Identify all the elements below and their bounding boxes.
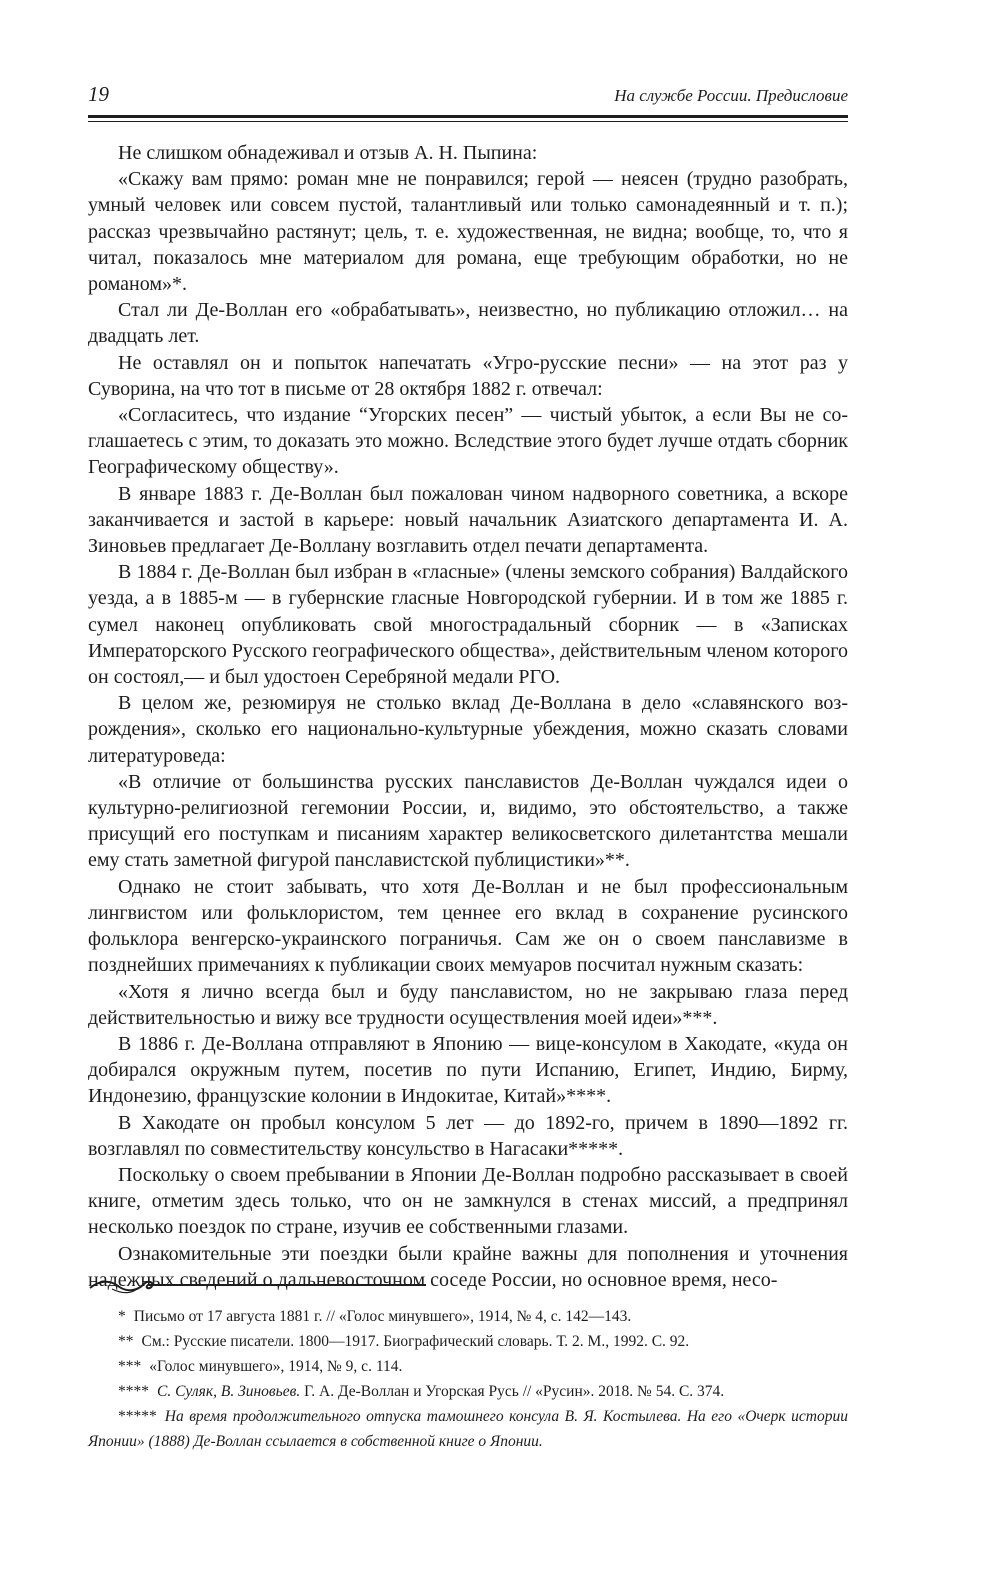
paragraph: Однако не стоит забывать, что хотя Де-Воллан и не был профессиональным лингвистом или фольклористом, тем ценнее его вклад в сохранение русинского фольклора венгерско-украинского пограничья. Сам же он о своем панславизме в позднейших примечаниях к публикации своих мемуаров посчитал нужным сказать: [88, 875, 848, 977]
paragraph: В 1884 г. Де-Воллан был избран в «гласные» (члены земского собрания) Валдайского уезда, а в 1885-м — в губернские гласные Новгородской губернии. И в том же 1885 г. сумел наконец опубликовать свой многострадальный сборник — в «Записках Императорского Русского географического общества», действительным членом которого он состоял,— и был удостоен Серебряной медали РГО. [88, 561, 848, 689]
footnote-authors: С. Суляк, В. Зиновьев. [157, 1383, 301, 1400]
paragraph: Не оставлял он и попыток напечатать «Угро-русские песни» — на этот раз у Суворина, на что тот в письме от 28 октября 1882 г. отвечал: [88, 351, 848, 400]
footnote-mark: ** [118, 1333, 134, 1350]
paragraph: «Согласитесь, что издание “Угорских песен” — чистый убыток, а если Вы не соглашаетесь с этим, то доказать это можно. Вследствие этого будет лучше отдать сборник Географическому обществу». [88, 404, 848, 479]
footnote-mark: *** [118, 1358, 142, 1375]
page-number: 19 [88, 82, 109, 106]
paragraph: В целом же, резюмируя не столько вклад Де-Воллана в дело «славянского возрождения», сколько его национально-культурные убеждения, можно сказать словами литературоведа: [88, 692, 848, 767]
paragraph: Ознакомительные эти поездки были крайне важны для пополнения и уточнения надежных сведений о дальневосточном соседе России, но основное время, несо- [88, 1242, 848, 1291]
paragraph: Стал ли Де-Воллан его «обрабатывать», неизвестно, но публикацию отложил… на двадцать лет. [88, 299, 848, 348]
footnote [88, 1329, 848, 1354]
running-title: На службе России. Предисловие [614, 86, 848, 105]
paragraph: В 1886 г. Де-Воллана отправляют в Японию — вице-консулом в Хакодате, «куда он добирался окружным путем, посетив по пути Испанию, Египет, Индию, Бирму, Индонезию, французские колонии в Индокитае, Китай»****. [88, 1032, 848, 1108]
footnote-separator-flourish [88, 1276, 428, 1298]
paragraph: «Скажу вам прямо: роман мне не понравился; герой — неясен (трудно разобрать, умный человек или совсем пустой, талантливый или только самонадеянный и т. п.); рассказ чрезвычайно растянут; цель, т. е. художественная, не видна; вообще, то, что я читал, показалось мне материалом для романа, еще требующим обработки, но не романом»*. [88, 168, 848, 296]
header-rule-thin [88, 121, 848, 122]
footnote-text: На время продолжительного отпуска тамошнего консула В. Я. Костылева. На его «Очерк истории Японии» (1888) Де-Воллан ссылается в собственной книге о Японии. [88, 1408, 848, 1450]
paragraph: В Хакодате он пробыл консулом 5 лет — до 1892-го, причем в 1890—1892 гг. возглавлял по совместительству консульство в Нагасаки*****. [88, 1111, 848, 1160]
footnote [88, 1354, 848, 1379]
footnote-text: См.: Русские писатели. 1800—1917. Биографический словарь. Т. 2. М., 1992. С. 92. [141, 1333, 690, 1350]
footnote-mark: ***** [118, 1408, 157, 1425]
paragraph: «Хотя я лично всегда был и буду панславистом, но не закрываю глаза перед действительностью и вижу все трудности осуществления моей идеи»***. [88, 980, 848, 1029]
footnote-mark: **** [118, 1383, 149, 1400]
paragraph: Поскольку о своем пребывании в Японии Де-Воллан подробно рассказывает в своей книге, отметим здесь только, что он не замкнулся в стенах миссий, а предпринял несколько поездок по стране, изучив ее собственными глазами. [88, 1163, 848, 1239]
footnotes [88, 1304, 848, 1454]
footnote-mark: * [118, 1308, 126, 1325]
header-rule-thick [88, 115, 848, 118]
footnote-text: Письмо от 17 августа 1881 г. // «Голос минувшего», 1914, № 4, с. 142—143. [133, 1308, 632, 1325]
footnote [88, 1404, 848, 1454]
footnote-text: Г. А. Де-Воллан и Угорская Русь // «Русин». 2018. № 54. С. 374. [304, 1383, 725, 1400]
footnote [88, 1379, 848, 1404]
footnote [88, 1304, 848, 1329]
paragraph: В январе 1883 г. Де-Воллан был пожалован чином надворного советника, а вскоре заканчивается и застой в карьере: новый начальник Азиатского департамента И. А. Зиновьев предлагает Де-Воллану возглавить отдел печати департамента. [88, 482, 848, 558]
main-text [88, 140, 848, 1293]
paragraph: «В отличие от большинства русских панславистов Де-Воллан чуждался идеи о культурно-религиозной гегемонии России, и, видимо, это обстоятельство, а также присущий его поступкам и писаниям характер великосветского дилетантства мешали ему стать заметной фигурой панславистской публицистики»**. [88, 770, 848, 872]
paragraph: Не слишком обнадеживал и отзыв А. Н. Пыпина: [118, 142, 538, 164]
footnote-text: «Голос минувшего», 1914, № 9, с. 114. [149, 1358, 403, 1375]
page-header [88, 82, 848, 112]
